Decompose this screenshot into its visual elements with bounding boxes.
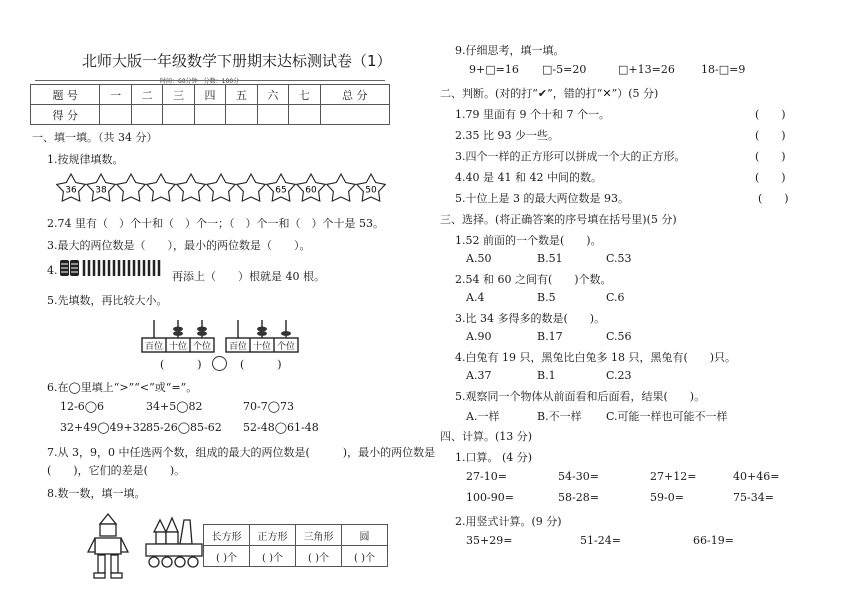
- shape-header: 长方形: [204, 525, 250, 546]
- star-shape: [177, 174, 206, 201]
- star-shape: [117, 174, 146, 201]
- judge-paren[interactable]: ( ): [755, 171, 786, 184]
- q4-number: 4.: [47, 264, 58, 277]
- judge-item: 2.35 比 93 少一些。: [455, 129, 559, 142]
- oral-item: 75-34=: [733, 491, 774, 504]
- choice-question: 4.白兔有 19 只，黑兔比白兔多 18 只，黑兔有( )只。: [455, 351, 737, 364]
- score-blank-cell[interactable]: [226, 105, 257, 125]
- score-header-cell: 四: [194, 85, 225, 105]
- choice-option[interactable]: C.53: [606, 252, 632, 265]
- vertical-item: 66-19=: [693, 534, 734, 547]
- q6-item: 34+5◯82: [146, 400, 203, 413]
- compare-circle[interactable]: [212, 356, 227, 371]
- q1-text: 1.按规律填数。: [47, 153, 124, 166]
- abacus-label: 十位: [168, 342, 188, 352]
- choice-option[interactable]: C.23: [606, 369, 632, 382]
- shape-header: 三角形: [296, 525, 342, 546]
- score-blank-cell[interactable]: [100, 105, 131, 125]
- choice-option[interactable]: A.4: [466, 291, 485, 304]
- star-value: 65: [275, 185, 287, 196]
- score-header-cell: 题 号: [31, 85, 100, 105]
- star-value: 38: [95, 185, 107, 196]
- section-4-heading: 四、计算。(13 分): [440, 430, 533, 443]
- choice-option[interactable]: A.一样: [466, 410, 500, 423]
- score-header-cell: 六: [257, 85, 288, 105]
- oral-item: 58-28=: [558, 491, 599, 504]
- q6-item: 52-48◯61-48: [243, 421, 319, 434]
- shape-header-row: [204, 525, 388, 546]
- vertical-heading: 2.用竖式计算。(9 分): [455, 515, 562, 528]
- score-header-cell: 二: [131, 85, 162, 105]
- score-header-row: [31, 85, 390, 105]
- score-header-cell: 五: [226, 85, 257, 105]
- robot-shape-icon: [86, 512, 130, 580]
- abacus-label: 个位: [192, 342, 212, 352]
- q7-text-line2: ( )，它们的差是( )。: [47, 464, 186, 477]
- q6-text: 6.在◯里填上“>”“<”或“=”。: [47, 381, 198, 394]
- q9-item: □-5=20: [542, 63, 587, 76]
- judge-paren[interactable]: ( ): [755, 150, 786, 163]
- choice-option[interactable]: A.50: [466, 252, 492, 265]
- q3-text: 3.最大的两位数是（ ），最小的两位数是（ ）。: [47, 239, 311, 252]
- star-value: 36: [65, 185, 77, 196]
- abacus-label: 百位: [144, 342, 164, 352]
- q2-text: 2.74 里有（ ）个十和（ ）个一；（ ）个一和（ ）个十是 53。: [47, 217, 384, 230]
- shape-answer-cell[interactable]: ( )个: [250, 546, 296, 567]
- star-value: 60: [305, 185, 317, 196]
- judge-item: 5.十位上是 3 的最大两位数是 93。: [455, 192, 629, 205]
- score-blank-cell[interactable]: [131, 105, 162, 125]
- abacus-diagram: [140, 318, 300, 360]
- score-blank-cell[interactable]: [289, 105, 320, 125]
- train-shape-icon: [144, 514, 204, 570]
- oral-item: 27-10=: [466, 470, 507, 483]
- score-header-cell: 三: [163, 85, 194, 105]
- score-blank-cell[interactable]: [163, 105, 194, 125]
- page-title: 北师大版一年级数学下册期末达标测试卷（1）: [82, 52, 392, 70]
- choice-question: 5.观察同一个物体从前面看和后面看，结果( )。: [455, 390, 706, 403]
- choice-option[interactable]: B.不一样: [537, 410, 582, 423]
- choice-question: 3.比 34 多得多的数是( )。: [455, 312, 606, 325]
- score-table: [30, 84, 390, 125]
- judge-item: 1.79 里面有 9 个十和 7 个一。: [455, 108, 610, 121]
- oral-item: 27+12=: [650, 470, 697, 483]
- oral-item: 54-30=: [558, 470, 599, 483]
- shape-header: 圆: [342, 525, 388, 546]
- star-shape: [237, 174, 266, 201]
- score-header-cell: 一: [100, 85, 131, 105]
- q7-text-line1: 7.从 3，9，0 中任选两个数，组成的最大的两位数是( )，最小的两位数是: [47, 446, 436, 459]
- shape-answer-cell[interactable]: ( )个: [342, 546, 388, 567]
- choice-option[interactable]: B.1: [537, 369, 556, 382]
- abacus-label: 十位: [252, 342, 272, 352]
- q6-item: 70-7◯73: [243, 400, 295, 413]
- score-header-cell: 总 分: [320, 85, 390, 105]
- star-sequence-strip: [56, 172, 386, 206]
- score-row-label: 得 分: [31, 105, 100, 125]
- choice-option[interactable]: A.37: [466, 369, 492, 382]
- oral-heading: 1.口算。 (4 分): [455, 451, 533, 464]
- abacus-answer-right[interactable]: ( ): [240, 358, 282, 371]
- q6-item: 85-26◯85-62: [146, 421, 222, 434]
- judge-paren[interactable]: ( ): [758, 192, 789, 205]
- star-shape: [147, 174, 176, 201]
- choice-option[interactable]: C.6: [606, 291, 625, 304]
- shape-header: 正方形: [250, 525, 296, 546]
- judge-item: 4.40 是 41 和 42 中间的数。: [455, 171, 602, 184]
- judge-item: 3.四个一样的正方形可以拼成一个大的正方形。: [455, 150, 686, 163]
- q6-item: 32+49◯49+32: [60, 421, 147, 434]
- shape-count-table: [203, 524, 388, 567]
- score-blank-cell[interactable]: [320, 105, 390, 125]
- star-shape: [327, 174, 356, 201]
- choice-question: 2.54 和 60 之间有( )个数。: [455, 273, 612, 286]
- judge-paren[interactable]: ( ): [755, 108, 786, 121]
- q4-text: 再添上（ ）根就是 40 根。: [172, 270, 325, 283]
- q9-item: □+13=26: [618, 63, 675, 76]
- section-1-heading: 一、填一填。（共 34 分）: [32, 131, 158, 144]
- choice-option[interactable]: A.90: [466, 330, 492, 343]
- abacus-answer-left[interactable]: ( ): [160, 358, 202, 371]
- choice-option[interactable]: B.51: [537, 252, 563, 265]
- judge-paren[interactable]: ( ): [755, 129, 786, 142]
- score-blank-cell[interactable]: [194, 105, 225, 125]
- exam-meta: 时间：60分钟 分数：100分: [160, 78, 240, 85]
- abacus-label: 个位: [276, 342, 296, 352]
- q9-item: 18-□=9: [701, 63, 746, 76]
- shape-answer-row: [204, 546, 388, 567]
- vertical-item: 51-24=: [580, 534, 621, 547]
- q5-text: 5.先填数，再比较大小。: [47, 294, 168, 307]
- q9-item: 9+□=16: [469, 63, 519, 76]
- oral-item: 100-90=: [466, 491, 514, 504]
- vertical-item: 35+29=: [466, 534, 513, 547]
- score-header-cell: 七: [289, 85, 320, 105]
- score-blank-cell[interactable]: [257, 105, 288, 125]
- abacus-label: 百位: [228, 342, 248, 352]
- choice-option[interactable]: B.5: [537, 291, 556, 304]
- q6-item: 12-6◯6: [60, 400, 105, 413]
- q8-text: 8.数一数，填一填。: [47, 487, 146, 500]
- q9-text: 9.仔细思考，填一填。: [455, 44, 565, 57]
- counting-sticks-icon: [58, 258, 166, 278]
- choice-question: 1.52 前面的一个数是( )。: [455, 234, 602, 247]
- choice-option[interactable]: C.56: [606, 330, 632, 343]
- oral-item: 59-0=: [650, 491, 684, 504]
- oral-item: 40+46=: [733, 470, 780, 483]
- star-shape: [207, 174, 236, 201]
- score-value-row: [31, 105, 390, 125]
- meta-divider: [35, 80, 385, 81]
- section-3-heading: 三、选择。(将正确答案的序号填在括号里)(5 分): [440, 213, 677, 226]
- section-2-heading: 二、判断。(对的打“✔”，错的打“✕”）(5 分): [440, 87, 659, 100]
- star-value: 50: [365, 185, 377, 196]
- choice-option[interactable]: C.可能一样也可能不一样: [606, 410, 728, 423]
- shape-answer-cell[interactable]: ( )个: [204, 546, 250, 567]
- choice-option[interactable]: B.17: [537, 330, 563, 343]
- shape-answer-cell[interactable]: ( )个: [296, 546, 342, 567]
